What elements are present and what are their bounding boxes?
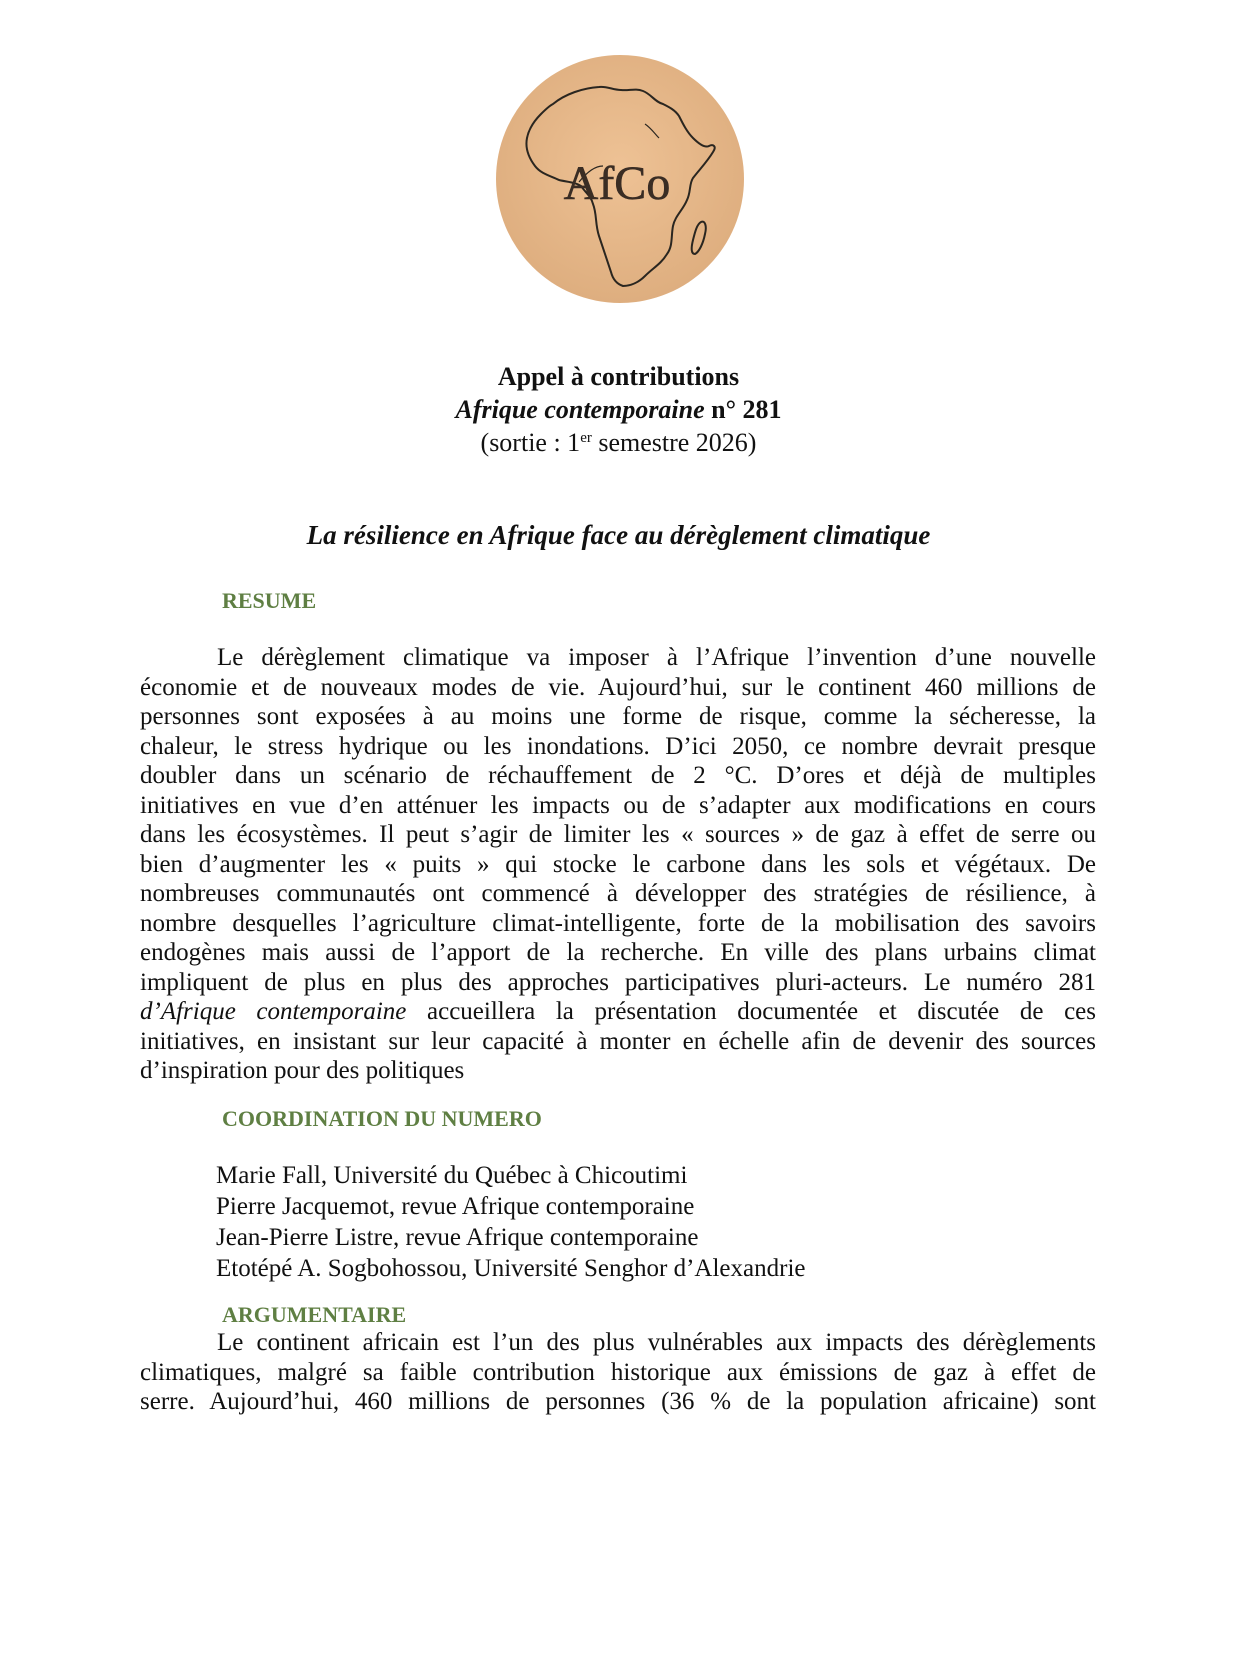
argumentaire-paragraph xyxy=(140,1328,1096,1417)
argumentaire-line: climatiques, malgré sa faible contribution historique aux émissions de gaz à effet de xyxy=(140,1358,1096,1386)
coordinator: Etotépé A. Sogbohossou, Université Senghor d’Alexandrie xyxy=(216,1255,806,1282)
resume-line: Le dérèglement climatique va imposer à l’Afrique l’invention d’une nouvelle xyxy=(217,644,1096,671)
resume-line: nombre desquelles l’agriculture climat-intelligente, forte de la mobilisation des savoirs xyxy=(140,909,1096,937)
resume-line: bien d’augmenter les « puits » qui stocke le carbone dans les sols et végétaux. De xyxy=(140,850,1096,878)
resume-line: nombreuses communautés ont commencé à développer des stratégies de résilience, à xyxy=(140,880,1096,907)
resume-line: chaleur, le stress hydrique ou les inondations. D’ici 2050, ce nombre devrait presque xyxy=(140,732,1096,760)
argumentaire-line: Le continent africain est l’un des plus vulnérables aux impacts des dérèglements xyxy=(217,1329,1096,1356)
resume-line: endogènes mais aussi de l’apport de la recherche. En ville des plans urbains climat xyxy=(140,939,1096,966)
call-header xyxy=(0,360,1237,459)
coordinator: Jean-Pierre Listre, revue Afrique contemporaine xyxy=(216,1224,699,1251)
journal-name: Afrique contemporaine xyxy=(455,395,705,424)
coordinator: Pierre Jacquemot, revue Afrique contemporaine xyxy=(216,1193,695,1220)
theme-title: La résilience en Afrique face au dérèglement climatique xyxy=(306,520,931,550)
release-suffix: semestre 2026) xyxy=(591,428,757,457)
call-title: Appel à contributions xyxy=(497,362,740,391)
issue-number: n° 281 xyxy=(711,395,782,424)
release-line xyxy=(0,426,1237,459)
resume-heading: RESUME xyxy=(222,588,317,613)
resume-line: impliquent de plus en plus des approches participatives pluri-acteurs. Le numéro 281 xyxy=(140,968,1096,996)
coordinator: Marie Fall, Université du Québec à Chicoutimi xyxy=(216,1162,688,1189)
resume-line: économie et de nouveaux modes de vie. Aujourd’hui, sur le continent 460 millions de xyxy=(140,673,1096,701)
resume-line: personnes sont exposées à au moins une forme de risque, comme la sécheresse, la xyxy=(140,703,1096,730)
coordinators-list xyxy=(216,1160,806,1284)
afco-logo xyxy=(495,54,745,304)
resume-line: d’inspiration pour des politiques xyxy=(140,1057,465,1084)
resume-line: initiatives, en insistant sur leur capacité à monter en échelle afin de devenir des sources xyxy=(140,1027,1096,1055)
resume-line: dans les écosystèmes. Il peut s’agir de limiter les « sources » de gaz à effet de serre ou xyxy=(140,821,1096,848)
resume-paragraph xyxy=(140,643,1096,1086)
journal-issue-line xyxy=(0,393,1237,426)
argumentaire-line: serre. Aujourd’hui, 460 millions de personnes (36 % de la population africaine) sont xyxy=(140,1388,1096,1415)
release-prefix: (sortie : 1 xyxy=(480,428,581,457)
logo-text: AfCo xyxy=(563,157,671,210)
resume-line xyxy=(140,997,1096,1027)
journal-name-inline: d’Afrique contemporaine xyxy=(140,998,407,1025)
release-sup: er xyxy=(580,430,592,446)
argumentaire-heading: ARGUMENTAIRE xyxy=(222,1302,407,1327)
africa-map-icon xyxy=(495,54,745,304)
resume-line: initiatives en vue d’en atténuer les impacts ou de s’adapter aux modifications en cours xyxy=(140,791,1096,819)
resume-line-rest: accueillera la présentation documentée et discutée de ces xyxy=(406,998,1096,1025)
resume-line: doubler dans un scénario de réchauffement de 2 °C. D’ores et déjà de multiples xyxy=(140,762,1096,789)
coordination-heading: COORDINATION DU NUMERO xyxy=(222,1106,542,1131)
